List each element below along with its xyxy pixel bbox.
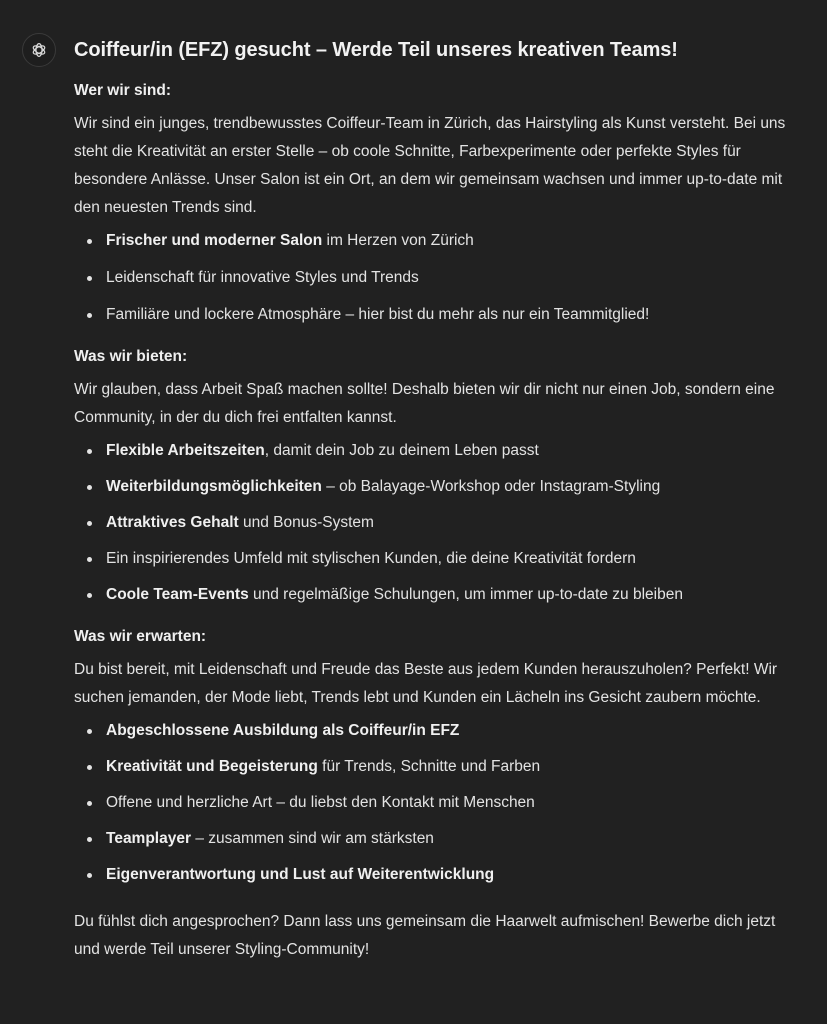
item-bold: Flexible Arbeitszeiten xyxy=(106,442,265,459)
bullet-list xyxy=(74,230,794,326)
item-text: und regelmäßige Schulungen, um immer up-to-date zu bleiben xyxy=(248,586,683,603)
list-item xyxy=(74,476,794,498)
section-paragraph: Wir glauben, dass Arbeit Spaß machen sollte! Deshalb bieten wir dir nicht nur einen Job, sondern eine Community, in der du dich frei entfalten kannst. xyxy=(74,381,775,426)
list-item xyxy=(74,267,794,289)
list-item xyxy=(74,756,794,778)
item-text: Offene und herzliche Art – du liebst den Kontakt mit Menschen xyxy=(106,794,535,811)
item-bold: Kreativität und Begeisterung xyxy=(106,758,318,775)
list-item xyxy=(74,548,794,570)
section-heading-was-wir-erwarten: Was wir erwarten: xyxy=(74,628,207,645)
section-paragraph: Du bist bereit, mit Leidenschaft und Freude das Beste aus jedem Kunden herauszuholen? Perfekt! Wir suchen jemanden, der Mode liebt, Trends lebt und Kunden ein Lächeln ins Gesicht zaubern möchte. xyxy=(74,661,778,706)
closing-paragraph: Du fühlst dich angesprochen? Dann lass uns gemeinsam die Haarwelt aufmischen! Bewerbe dich jetzt und werde Teil unserer Styling-Community! xyxy=(74,913,776,958)
item-bold: Attraktives Gehalt xyxy=(106,514,239,531)
list-item xyxy=(74,792,794,814)
list-item xyxy=(74,864,794,886)
list-item xyxy=(74,304,794,326)
item-text: und Bonus-System xyxy=(238,514,374,531)
list-item xyxy=(74,440,794,462)
item-bold: Eigenverantwortung und Lust auf Weiterentwicklung xyxy=(106,866,495,883)
openai-logo-icon xyxy=(30,41,48,59)
list-item xyxy=(74,720,794,742)
item-bold: Weiterbildungsmöglichkeiten xyxy=(106,478,322,495)
list-item xyxy=(74,230,794,252)
item-bold: Coole Team-Events xyxy=(106,586,249,603)
item-text: für Trends, Schnitte und Farben xyxy=(317,758,541,775)
item-bold: Abgeschlossene Ausbildung als Coiffeur/in EFZ xyxy=(106,722,460,739)
assistant-message xyxy=(74,36,794,964)
item-text: im Herzen von Zürich xyxy=(322,232,474,249)
bullet-list xyxy=(74,440,794,606)
job-title: Coiffeur/in (EFZ) gesucht – Werde Teil unseres kreativen Teams! xyxy=(74,39,678,61)
item-text: Leidenschaft für innovative Styles und Trends xyxy=(106,269,419,286)
item-text: Familiäre und lockere Atmosphäre – hier bist du mehr als nur ein Teammitglied! xyxy=(106,306,650,323)
list-item xyxy=(74,828,794,850)
list-item xyxy=(74,584,794,606)
item-text: Ein inspirierendes Umfeld mit stylischen Kunden, die deine Kreativität fordern xyxy=(106,550,636,567)
assistant-avatar xyxy=(22,33,56,67)
list-item xyxy=(74,512,794,534)
item-bold: Frischer und moderner Salon xyxy=(106,232,323,249)
section-paragraph: Wir sind ein junges, trendbewusstes Coiffeur-Team in Zürich, das Hairstyling als Kunst versteht. Bei uns steht die Kreativität an erster Stelle – ob coole Schnitte, Farbexperimente oder perfekte Styles für besondere Anlässe. Unser Salon ist ein Ort, an dem wir gemeinsam wachsen und immer up-to-date mit den neuesten Trends sind. xyxy=(74,115,786,216)
item-text: – ob Balayage-Workshop oder Instagram-Styling xyxy=(321,478,661,495)
section-heading-was-wir-bieten: Was wir bieten: xyxy=(74,348,188,365)
section-heading-wer-wir-sind: Wer wir sind: xyxy=(74,82,172,99)
item-text: – zusammen sind wir am stärksten xyxy=(191,830,434,847)
item-text: , damit dein Job zu deinem Leben passt xyxy=(264,442,539,459)
item-bold: Teamplayer xyxy=(106,830,192,847)
bullet-list xyxy=(74,720,794,886)
